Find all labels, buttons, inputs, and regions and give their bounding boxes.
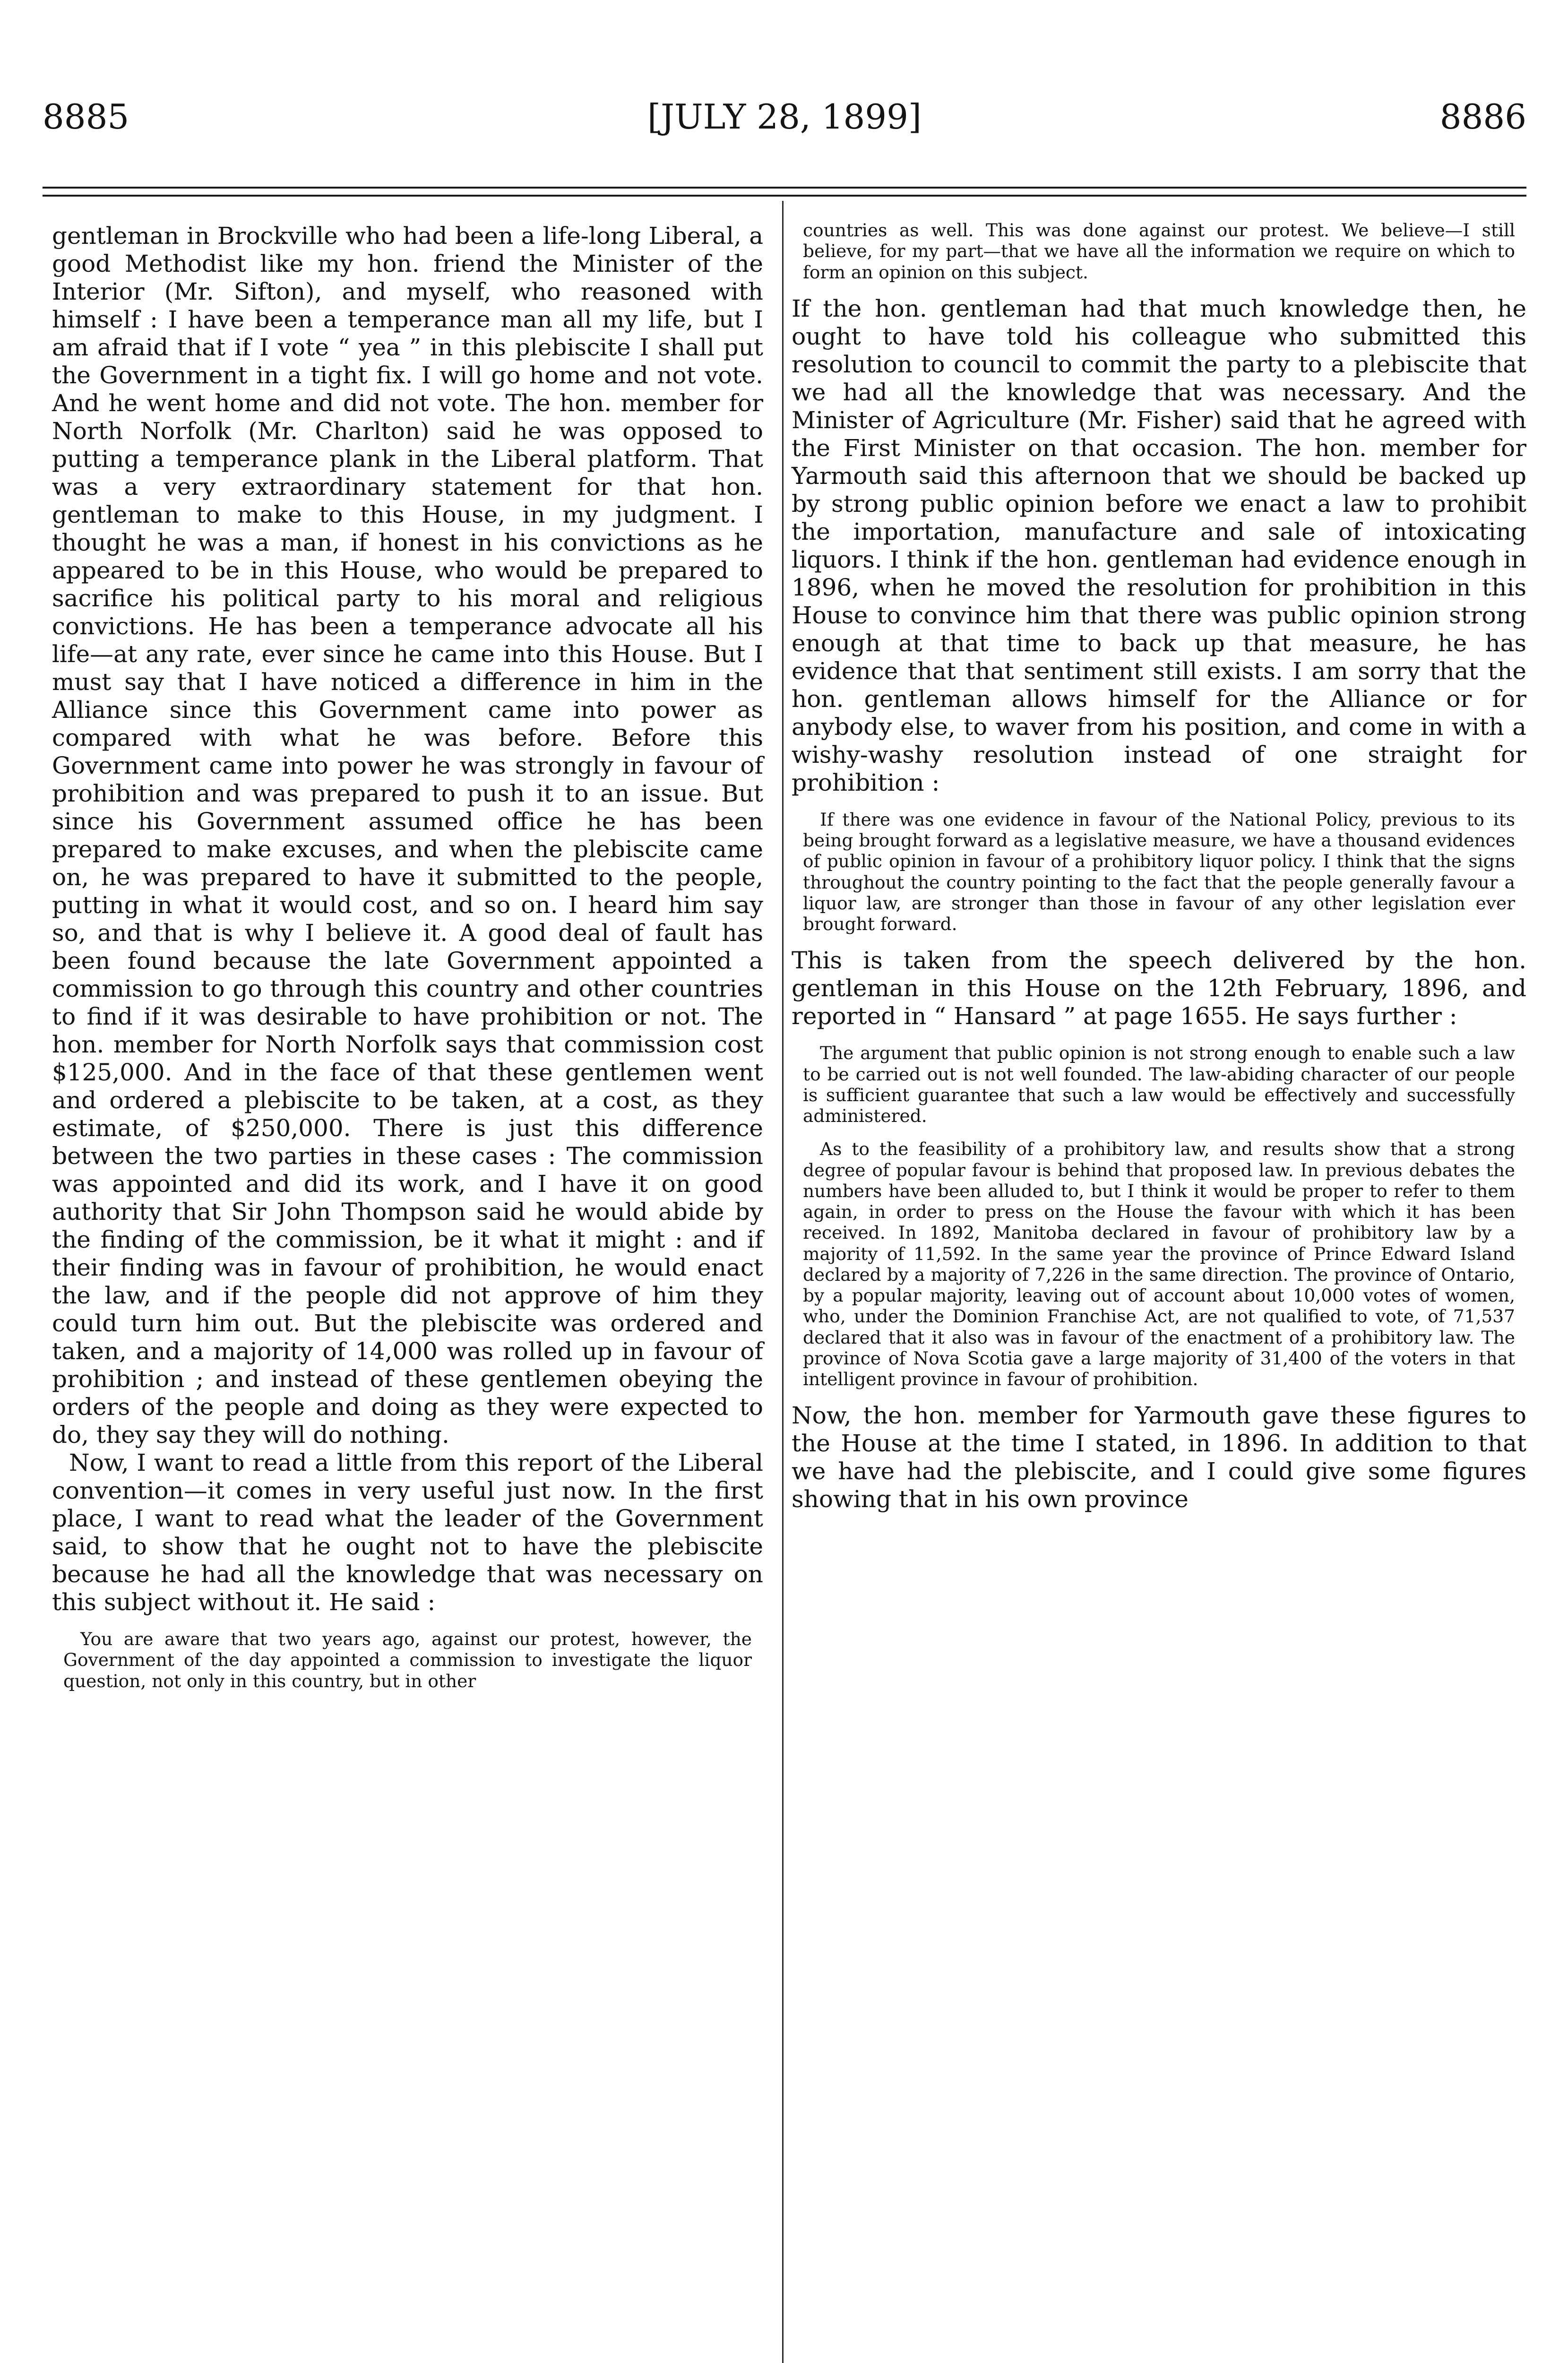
body-paragraph: gentleman in Brockville who had been a life-long Liberal, a good Methodist like my hon. friend the Minister of the Interior (Mr. Sifton), and myself, who reasoned with himself : I have been a temperance man all my life, but I am afraid that if I vote “ yea ” in this plebiscite I shall put the Government in a tight fix. I will go home and not vote. And he went home and did not vote. The hon. member for North Norfolk (Mr. Charlton) said he was opposed to putting a temperance plank in the Liberal platform. That was a very extraordinary statement for that hon. gentleman to make to this House, in my judgment. I thought he was a man, if honest in his convictions as he appeared to be in this House, who would be prepared to sacrifice his political party to his moral and religious convictions. He has been a temperance advocate all his life—at any rate, ever since he came into this House. But I must say that I have noticed a difference in him in the Alliance since this Government came into power as compared with what he was before. Before this Government came into power he was strongly in favour of prohibition and was prepared to push it to an issue. But since his Government assumed office he has been prepared to make excuses, and when the plebiscite came on, he was prepared to have it submitted to the people, putting in what it would cost, and so on. I heard him say so, and that is why I believe it. A good deal of fault has been found because the late Government appointed a commission to go through this country and other countries to find if it was desirable to have prohibition or not. The hon. member for North Norfolk says that commission cost $125,000. And in the face of that these gentlemen went and ordered a plebiscite to be taken, at a cost, as they estimate, of $250,000. There is just this difference between the two parties in these cases : The commission was appointed and did its work, and I have it on good authority that Sir John Thompson said he would abide by the finding of the commission, be it what it might : and if their finding was in favour of prohibition, he would enact the law, and if the people did not approve of him they could turn him out. But the plebiscite was ordered and taken, and a majority of 14,000 was rolled up in favour of prohibition ; and instead of these gentlemen obeying the orders of the people and doing as they were expected to do, they say they will do nothing. (52, 222, 763, 1449)
quoted-passage: You are aware that two years ago, against our protest, however, the Government of the day appointed a commission to investigate the liquor question, not only in this country, but in other (63, 1629, 752, 1691)
page-number-left: 8885 (43, 97, 129, 137)
body-paragraph: Now, the hon. member for Yarmouth gave these figures to the House at the time I stated, in 1896. In addition to that we have had the plebiscite, and I could give some figures showing that in his own province (792, 1402, 1526, 1513)
column-divider (782, 201, 784, 2363)
quoted-passage: countries as well. This was done against our protest. We believe—I still believe, for my part—that we have all the information we require on which to form an opinion on this subject. (803, 220, 1515, 283)
page-date: [JULY 28, 1899] (647, 97, 922, 137)
quoted-passage: The argument that public opinion is not strong enough to enable such a law to be carried out is not well founded. The law-abiding character of our people is sufficient guarantee that such a law would be effectively and successfully administered. (803, 1043, 1515, 1126)
quoted-passage: As to the feasibility of a prohibitory law, and results show that a strong degree of popular favour is behind that proposed law. In previous debates the numbers have been alluded to, but I think it would be proper to refer to them again, in order to press on the House the favour with which it has been received. In 1892, Manitoba declared in favour of prohibitory law by a majority of 11,592. In the same year the province of Prince Edward Island declared by a majority of 7,226 in the same direction. The province of Ontario, by a popular majority, leaving out of account about 10,000 votes of women, who, under the Dominion Franchise Act, are not qualified to vote, of 71,537 declared that it also was in favour of the enactment of a prohibitory law. The province of Nova Scotia gave a large majority of 31,400 of the voters in that intelligent province in favour of prohibition. (803, 1138, 1515, 1389)
page-header (43, 97, 1526, 139)
page-number-right: 8886 (1439, 97, 1526, 137)
header-rule-bottom (43, 195, 1526, 197)
body-paragraph: If the hon. gentleman had that much knowledge then, he ought to have told his colleague who submitted this resolution to council to commit the party to a plebiscite that we had all the knowledge that was necessary. And the Minister of Agriculture (Mr. Fisher) said that he agreed with the First Minister on that occasion. The hon. member for Yarmouth said this afternoon that we should be backed up by strong public opinion before we enact a law to prohibit the importation, manufacture and sale of intoxicating liquors. I think if the hon. gentleman had evidence enough in 1896, when he moved the resolution for prohibition in this House to convince him that there was public opinion strong enough at that time to back up that measure, he has evidence that that sentiment still exists. I am sorry that the hon. gentleman allows himself for the Alliance or for anybody else, to waver from his position, and come in with a wishy-washy resolution instead of one straight for prohibition : (792, 294, 1526, 796)
body-paragraph: This is taken from the speech delivered by the hon. gentleman in this House on the 12th February, 1896, and reported in “ Hansard ” at page 1655. He says further : (792, 947, 1526, 1030)
body-paragraph: Now, I want to read a little from this report of the Liberal convention—it comes in very useful just now. In the first place, I want to read what the leader of the Government said, to show that he ought not to have the plebiscite because he had all the knowledge that was necessary on this subject without it. He said : (52, 1449, 763, 1616)
left-column (52, 222, 763, 1704)
header-rule-top (43, 187, 1526, 189)
quoted-passage: If there was one evidence in favour of the National Policy, previous to its being brought forward as a legislative measure, we have a thousand evidences of public opinion in favour of a prohibitory liquor policy. I think that the signs throughout the country pointing to the fact that the people generally favour a liquor law, are stronger than those in favour of any other legislation ever brought forward. (803, 809, 1515, 934)
right-column (792, 220, 1526, 1513)
